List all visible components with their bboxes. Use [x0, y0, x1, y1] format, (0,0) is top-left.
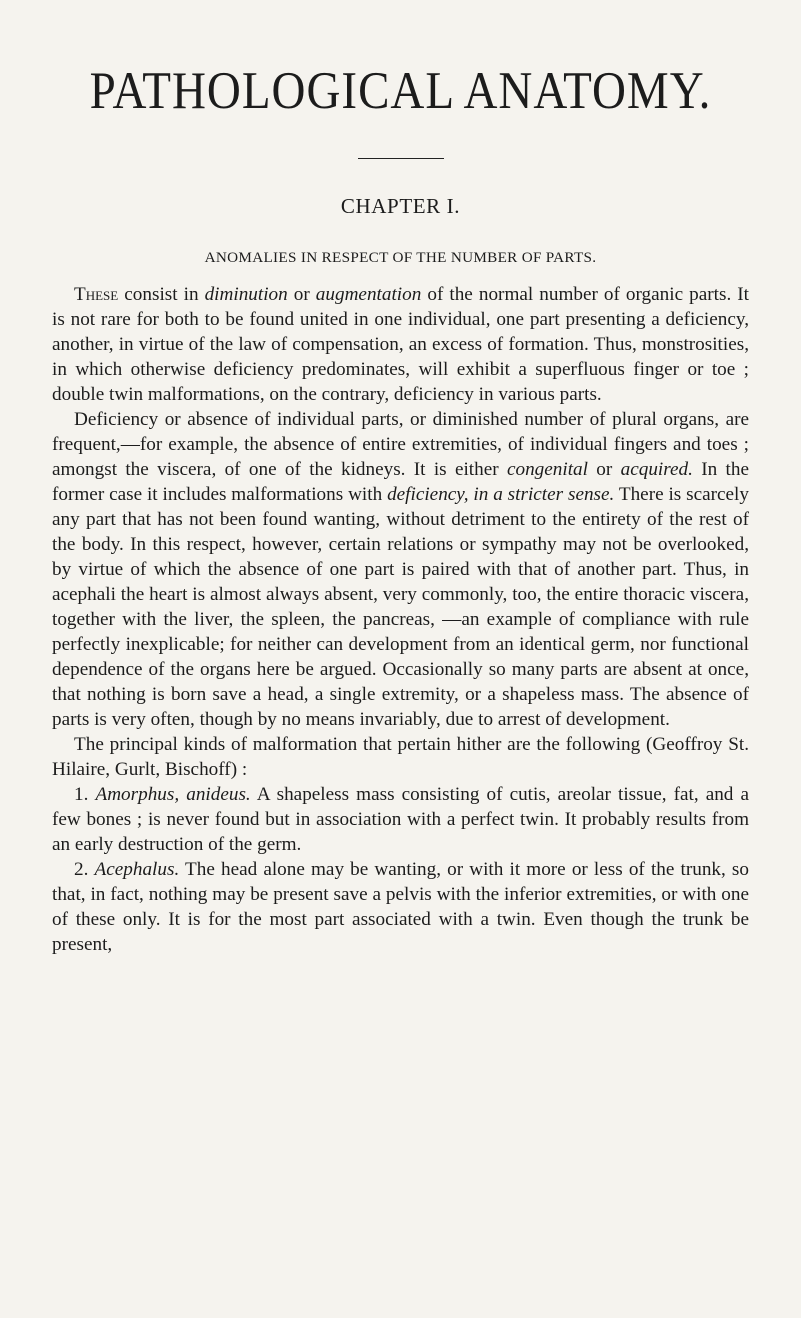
lead-word: These — [74, 284, 119, 305]
italic-term: Amorphus, anideus. — [95, 784, 251, 805]
book-page — [52, 62, 749, 957]
body-text — [52, 282, 749, 957]
paragraph-4 — [52, 782, 749, 857]
italic-term: acquired. — [620, 459, 693, 480]
text-run: The head alone may be wanting, or with it more or less of the trunk, so that, in fact, nothing may be present save a pelvis with the inferior extremities, or with one of these only. It is for the most part associated with a twin. Even though the trunk be present, — [52, 859, 749, 955]
page-title: PATHOLOGICAL ANATOMY. — [89, 61, 712, 121]
text-run: of the normal number of organic parts. It is not rare for both to be found united in one individual, one part presenting a deficiency, another, in virtue of the law of compensation, an excess of formation. Thus, monstrosities, in which otherwise deficiency predominates, will exhibit a superfluous finger or toe ; double twin malformations, on the contrary, deficiency in various parts. — [52, 284, 749, 405]
paragraph-1 — [52, 282, 749, 407]
title-divider — [358, 158, 444, 159]
paragraph-5 — [52, 857, 749, 957]
text-run: There is scarcely any part that has not been found wanting, without detriment to the entirety of the rest of the body. In this respect, however, certain relations or sympathy may not be overlooked, by virtue of which the absence of one part is paired with that of another part. Thus, in acephali the heart is almost always absent, very commonly, too, the entire thoracic viscera, together with the liver, the spleen, the pancreas, —an example of compliance with rule perfectly inexplicable; for neither can development from an identical germ, nor functional dependence of the organs here be argued. Occasionally so many parts are absent at once, that nothing is born save a head, a single extremity, or a shapeless mass. The absence of parts is very often, though by no means invariably, due to arrest of development. — [52, 484, 749, 730]
chapter-subtitle: ANOMALIES IN RESPECT OF THE NUMBER OF PARTS. — [204, 249, 597, 266]
text-run: or — [287, 284, 316, 305]
text-run: In the former case it includes malformations with — [52, 459, 749, 505]
italic-term: diminution — [204, 284, 288, 305]
text-run: consist in — [118, 284, 205, 305]
italic-term: congenital — [506, 459, 588, 480]
list-number: 1. — [74, 784, 96, 805]
italic-term: Acephalus. — [94, 859, 180, 880]
italic-term: augmentation — [315, 284, 422, 305]
text-run: or — [587, 459, 621, 480]
paragraph-2 — [52, 407, 749, 732]
text-run: The principal kinds of malformation that pertain hither are the following (Geoffroy St. Hilaire, Gurlt, Bischoff) : — [52, 734, 749, 780]
text-run: Deficiency or absence of individual parts, or diminished number of plural organs, are frequent,—for example, the absence of entire extremities, of individual fingers and toes ; amongst the viscera, of one of the kidneys. It is either — [52, 409, 749, 480]
text-run: A shapeless mass consisting of cutis, areolar tissue, fat, and a few bones ; is never found but in association with a perfect twin. It probably results from an early destruction of the germ. — [52, 784, 749, 855]
italic-term: deficiency, in a stricter sense. — [387, 484, 615, 505]
paragraph-3 — [52, 732, 749, 782]
list-number: 2. — [74, 859, 95, 880]
chapter-heading: CHAPTER I. — [340, 194, 461, 218]
